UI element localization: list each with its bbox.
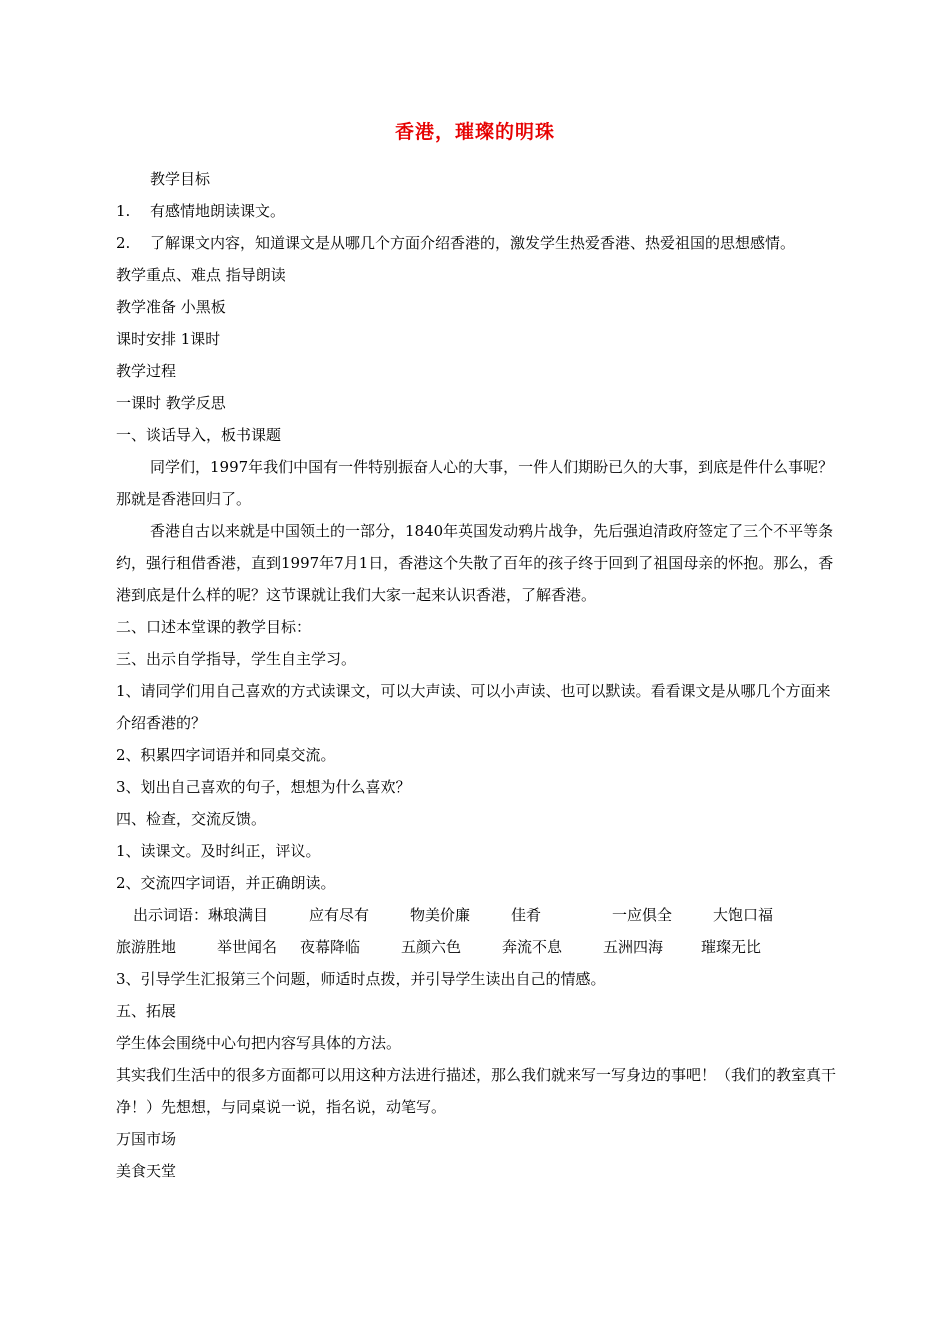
document-body xyxy=(116,163,836,1187)
preparation: 教学准备 小黑板 xyxy=(116,298,226,316)
word: 大饱口福 xyxy=(713,906,774,924)
document-title: 香港，璀璨的明珠 xyxy=(394,121,555,143)
words-label: 出示词语： xyxy=(133,906,209,924)
section-5-line-4: 美食天堂 xyxy=(116,1162,177,1180)
objective-2: 2. 了解课文内容，知道课文是从哪几个方面介绍香港的，激发学生热爱香港、热爱祖国的思想感情。 xyxy=(116,234,796,252)
section-2-heading: 二、口述本堂课的教学目标： xyxy=(116,618,312,636)
section-5-line-3: 万国市场 xyxy=(116,1130,177,1148)
word: 五洲四海 xyxy=(603,938,664,956)
section-4-item-1: 1、读课文。及时纠正，评议。 xyxy=(116,842,321,860)
section-5-heading: 五、拓展 xyxy=(116,1002,177,1020)
word: 夜幕降临 xyxy=(300,938,361,956)
objective-1: 1. 有感情地朗读课文。 xyxy=(116,202,286,220)
section-3-item-3: 3、划出自己喜欢的句子，想想为什么喜欢？ xyxy=(116,778,411,796)
word: 举世闻名 xyxy=(217,938,278,956)
process-heading: 教学过程 xyxy=(116,362,177,380)
section-3-item-1: 1、请同学们用自己喜欢的方式读课文，可以大声读、可以小声读、也可以默读。看看课文是从哪几个方面来介绍香港的？ xyxy=(116,682,831,732)
words-row-1 xyxy=(116,899,836,931)
key-points: 教学重点、难点 指导朗读 xyxy=(116,266,286,284)
lesson-line: 一课时 教学反思 xyxy=(116,394,226,412)
section-1-paragraph-1: 同学们，1997年我们中国有一件特别振奋人心的大事，一件人们期盼已久的大事，到底是件什么事呢？那就是香港回归了。 xyxy=(116,458,834,508)
word: 一应俱全 xyxy=(612,906,673,924)
section-4-heading: 四、检查，交流反馈。 xyxy=(116,810,267,828)
section-5-line-1: 学生体会围绕中心句把内容写具体的方法。 xyxy=(116,1034,402,1052)
word: 物美价廉 xyxy=(410,906,471,924)
section-4-item-3: 3、引导学生汇报第三个问题，师适时点拨，并引导学生读出自己的情感。 xyxy=(116,970,606,988)
word: 应有尽有 xyxy=(309,906,370,924)
word: 璀璨无比 xyxy=(701,938,762,956)
section-3-heading: 三、出示自学指导，学生自主学习。 xyxy=(116,650,357,668)
word: 旅游胜地 xyxy=(116,938,177,956)
section-1-heading: 一、谈话导入，板书课题 xyxy=(116,426,282,444)
section-5-line-2: 其实我们生活中的很多方面都可以用这种方法进行描述，那么我们就来写一写身边的事吧！（我们的教室真干净！）先想想，与同桌说一说，指名说，动笔写。 xyxy=(116,1066,837,1116)
word: 琳琅满目 xyxy=(208,906,269,924)
word: 佳肴 xyxy=(511,906,542,924)
section-3-item-2: 2、积累四字词语并和同桌交流。 xyxy=(116,746,336,764)
schedule: 课时安排 1课时 xyxy=(116,330,221,348)
objectives-heading: 教学目标 xyxy=(150,170,211,188)
section-4-item-2: 2、交流四字词语，并正确朗读。 xyxy=(116,874,336,892)
words-row-2 xyxy=(116,931,836,963)
section-1-paragraph-2: 香港自古以来就是中国领土的一部分，1840年英国发动鸦片战争，先后强迫清政府签定了三个不平等条约，强行租借香港，直到1997年7月1日，香港这个失散了百年的孩子终于回到了祖国母亲的怀抱。那么，香港到底是什么样的呢？这节课就让我们大家一起来认识香港，了解香港。 xyxy=(116,522,834,604)
word: 五颜六色 xyxy=(401,938,462,956)
word: 奔流不息 xyxy=(502,938,563,956)
